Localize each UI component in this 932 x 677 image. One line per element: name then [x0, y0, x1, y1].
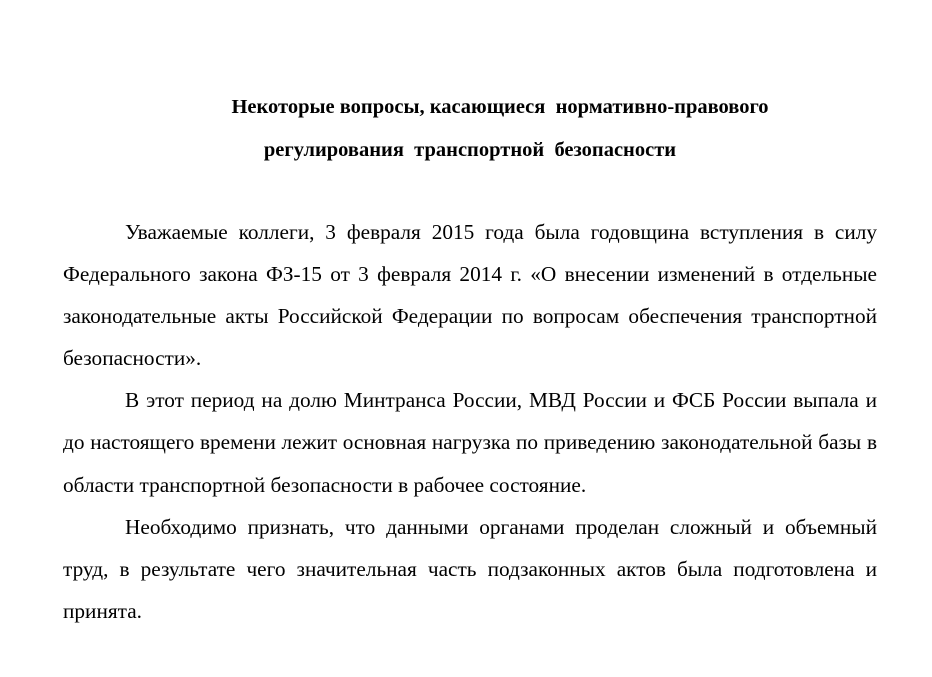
document-body [63, 211, 877, 632]
document-title [0, 86, 932, 172]
title-line-1: Некоторые вопросы, касающиеся нормативно-правового [231, 96, 769, 118]
paragraph-2: В этот период на долю Минтранса России, МВД России и ФСБ России выпала и до настоящего времени лежит основная нагрузка по приведению законодательной базы в области транспортной безопасности в рабочее состояние. [63, 388, 877, 497]
paragraph-3: Необходимо признать, что данными органами проделан сложный и объемный труд, в результате чего значительная часть подзаконных актов была подготовлена и принята. [63, 514, 877, 623]
title-line-2: регулирования транспортной безопасности [263, 139, 677, 161]
paragraph-1: Уважаемые коллеги, 3 февраля 2015 года была годовщина вступления в силу Федерального закона ФЗ-15 от 3 февраля 2014 г. «О внесении изменений в отдельные законодательные акты Российской Федерации по вопросам обеспечения транспортной безопасности». [63, 220, 877, 371]
